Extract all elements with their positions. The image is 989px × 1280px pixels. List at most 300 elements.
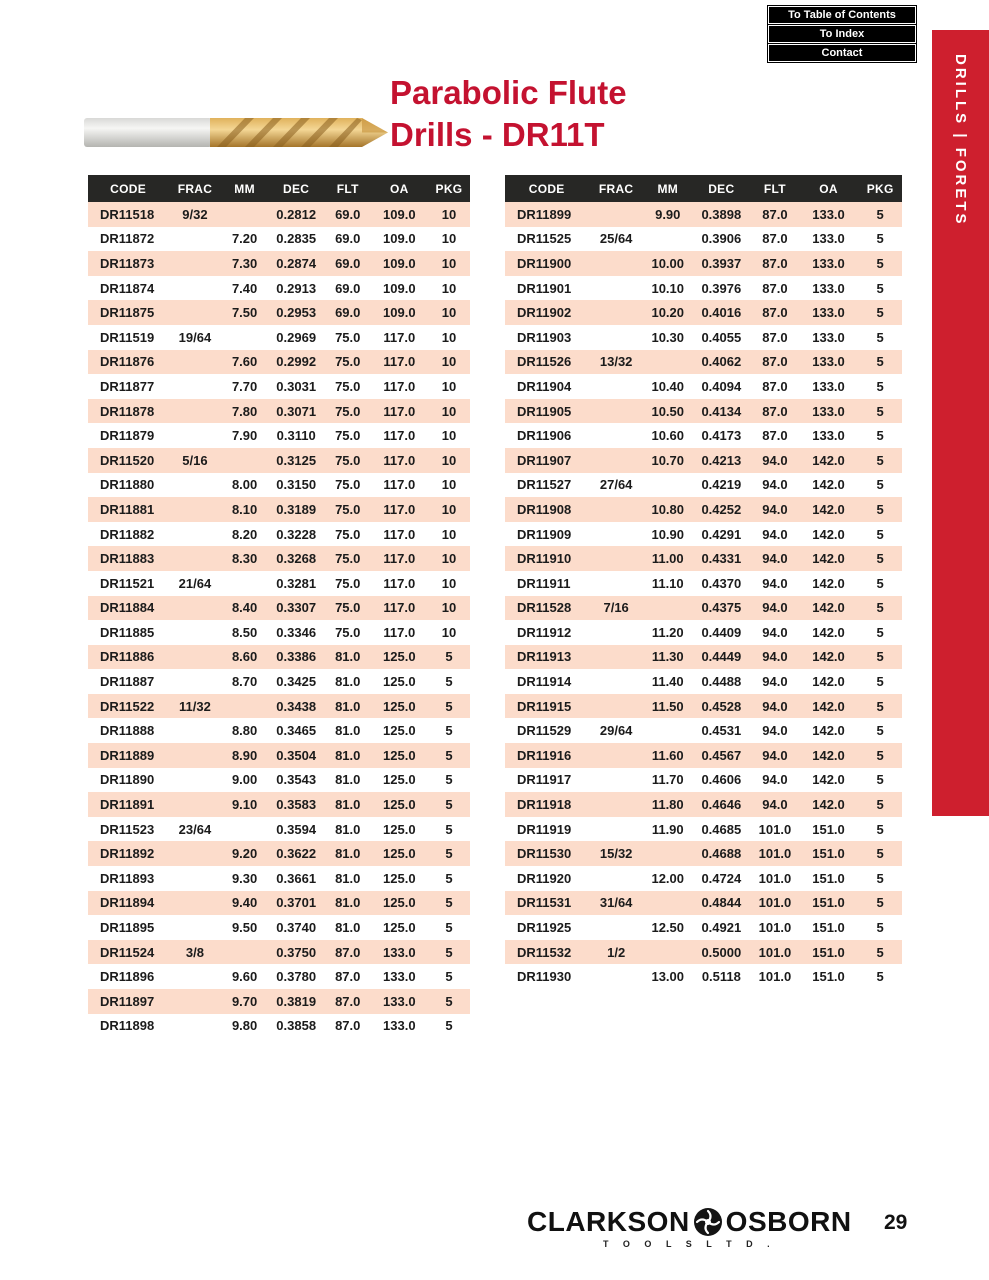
table-cell: 0.4062: [701, 354, 742, 370]
table-cell: 13/32: [599, 354, 633, 370]
side-tab-drills-forets: [932, 30, 989, 816]
table-cell: 5: [876, 526, 884, 542]
column-header: MM: [644, 175, 692, 202]
table-cell: 133.0: [812, 305, 845, 321]
table-cell: 0.2969: [276, 329, 317, 345]
table-cell: 117.0: [383, 354, 416, 370]
table-cell: [588, 620, 644, 645]
table-cell: 5: [876, 797, 884, 813]
table-cell: 87.0: [335, 1018, 361, 1034]
table-cell: [588, 743, 644, 768]
table-cell: DR11875: [100, 305, 155, 321]
table-cell: DR11872: [100, 231, 155, 247]
table-cell: 101.0: [758, 969, 792, 985]
table-row: [505, 497, 902, 522]
table-cell: DR11903: [517, 329, 572, 345]
table-cell: 5: [445, 920, 453, 936]
page-title-line2: Drills - DR11T: [390, 116, 605, 153]
table-cell: 151.0: [812, 895, 845, 911]
table-cell: 94.0: [762, 772, 788, 788]
brand-osborn: OSBORN: [725, 1206, 852, 1237]
table-cell: 0.4213: [701, 452, 742, 468]
table-cell: 10.70: [651, 452, 685, 468]
table-cell: 5: [876, 378, 884, 394]
table-cell: 5: [876, 821, 884, 837]
table-cell: 5: [445, 846, 453, 862]
table-cell: 10.90: [651, 526, 685, 542]
table-cell: [168, 743, 221, 768]
table-cell: [588, 645, 644, 670]
table-cell: 142.0: [812, 772, 845, 788]
table-cell: 133.0: [383, 993, 416, 1009]
table-cell: DR11892: [100, 846, 155, 862]
table-cell: 5: [445, 944, 453, 960]
table-cell: 25/64: [599, 231, 633, 247]
table-cell: 0.4370: [701, 575, 742, 591]
table-cell: 75.0: [335, 526, 361, 542]
table-row: [505, 645, 902, 670]
table-cell: 87.0: [762, 403, 788, 419]
table-cell: 142.0: [812, 600, 845, 616]
table-cell: 94.0: [762, 797, 788, 813]
table-cell: 0.4409: [701, 624, 742, 640]
nav-button-table-of-contents[interactable]: To Table of Contents: [768, 6, 916, 24]
table-cell: 94.0: [762, 747, 788, 763]
table-row: [88, 300, 470, 325]
table-cell: 109.0: [383, 280, 416, 296]
table-cell: 8.80: [231, 723, 258, 739]
table-cell: DR11916: [517, 747, 572, 763]
table-cell: 0.3937: [701, 255, 742, 271]
brand-tools-ltd: T O O L S L T D .: [602, 1239, 776, 1249]
table-cell: 5/16: [182, 452, 208, 468]
table-cell: 7.70: [231, 378, 258, 394]
table-cell: [644, 841, 692, 866]
table-cell: 133.0: [383, 969, 416, 985]
table-row: [88, 1014, 470, 1039]
table-row: [88, 448, 470, 473]
table-cell: 125.0: [383, 772, 416, 788]
table-cell: [168, 792, 221, 817]
table-cell: 142.0: [812, 747, 845, 763]
table-cell: 12.50: [651, 920, 685, 936]
table-row: [505, 596, 902, 621]
table-cell: 94.0: [762, 698, 788, 714]
table-cell: 125.0: [383, 821, 416, 837]
table-row: [88, 964, 470, 989]
table-cell: [168, 251, 221, 276]
table-cell: [168, 374, 221, 399]
table-cell: 94.0: [762, 674, 788, 690]
table-cell: 0.4685: [701, 821, 742, 837]
table-cell: 9.20: [231, 846, 258, 862]
table-cell: 5: [445, 1018, 453, 1034]
table-cell: 69.0: [335, 206, 361, 222]
table-cell: 75.0: [335, 575, 361, 591]
table-cell: 10: [441, 452, 457, 468]
table-cell: 0.4688: [701, 846, 742, 862]
table-row: [88, 596, 470, 621]
table-cell: 5: [876, 895, 884, 911]
column-header: OA: [371, 175, 428, 202]
table-cell: 0.3110: [276, 428, 316, 444]
table-cell: 5: [445, 772, 453, 788]
table-cell: 10.00: [651, 255, 685, 271]
table-cell: 75.0: [335, 329, 361, 345]
table-cell: 0.3701: [276, 895, 317, 911]
table-cell: 81.0: [335, 649, 361, 665]
table-cell: DR11906: [517, 428, 572, 444]
table-cell: 81.0: [335, 772, 361, 788]
table-cell: [588, 251, 644, 276]
table-cell: 117.0: [383, 600, 416, 616]
table-cell: DR11523: [100, 821, 155, 837]
table-cell: DR11915: [517, 698, 572, 714]
table-cell: 87.0: [762, 255, 788, 271]
table-cell: DR11522: [100, 698, 155, 714]
table-cell: 81.0: [335, 747, 361, 763]
table-cell: 10: [441, 354, 457, 370]
table-row: [88, 227, 470, 252]
table-cell: DR11913: [517, 649, 572, 665]
table-cell: 117.0: [383, 501, 416, 517]
table-cell: DR11521: [100, 575, 155, 591]
table-cell: 101.0: [758, 846, 792, 862]
table-cell: DR11528: [517, 600, 572, 616]
table-cell: 133.0: [812, 354, 845, 370]
table-row: [505, 768, 902, 793]
table-cell: DR11904: [517, 378, 572, 394]
table-cell: 5: [876, 969, 884, 985]
table-cell: 0.3189: [276, 501, 317, 517]
table-cell: 0.4528: [701, 698, 742, 714]
table-cell: 94.0: [762, 501, 788, 517]
table-row: [88, 473, 470, 498]
table-cell: 0.3425: [276, 674, 317, 690]
table-cell: 117.0: [383, 403, 416, 419]
table-cell: 5: [876, 231, 884, 247]
table-cell: [168, 350, 221, 375]
table-cell: [168, 964, 221, 989]
table-row: [505, 227, 902, 252]
table-row: [505, 866, 902, 891]
table-cell: 133.0: [812, 280, 845, 296]
table-cell: [168, 227, 221, 252]
table-cell: 117.0: [383, 551, 416, 567]
table-cell: [168, 645, 221, 670]
table-cell: [588, 300, 644, 325]
table-cell: 81.0: [335, 797, 361, 813]
table-cell: [588, 915, 644, 940]
table-cell: DR11893: [100, 870, 155, 886]
table-cell: [168, 866, 221, 891]
table-cell: 7.20: [231, 231, 258, 247]
table-cell: 101.0: [758, 944, 792, 960]
table-cell: DR11878: [100, 403, 155, 419]
table-cell: [168, 546, 221, 571]
table-cell: [168, 596, 221, 621]
table-cell: [588, 448, 644, 473]
table-cell: 0.3906: [701, 231, 742, 247]
table-cell: DR11902: [517, 305, 572, 321]
table-cell: 69.0: [335, 255, 361, 271]
table-cell: [222, 817, 268, 842]
table-cell: 142.0: [812, 452, 845, 468]
table-cell: 5: [876, 624, 884, 640]
table-cell: 81.0: [335, 821, 361, 837]
table-cell: 94.0: [762, 649, 788, 665]
table-cell: DR11925: [517, 920, 572, 936]
drill-table-right: [505, 175, 902, 989]
table-header-row: [88, 175, 470, 202]
table-cell: 12.00: [651, 870, 685, 886]
table-cell: 8.30: [231, 551, 258, 567]
table-cell: [644, 596, 692, 621]
table-cell: [588, 202, 644, 227]
table-cell: 8.60: [231, 649, 258, 665]
table-row: [505, 202, 902, 227]
table-cell: [588, 497, 644, 522]
table-cell: DR11885: [100, 624, 155, 640]
table-cell: 0.3858: [276, 1018, 317, 1034]
table-cell: DR11531: [517, 895, 572, 911]
table-cell: 5: [876, 575, 884, 591]
table-cell: 0.4173: [701, 428, 742, 444]
table-cell: 8.50: [231, 624, 258, 640]
table-cell: 142.0: [812, 501, 845, 517]
table-cell: 5: [876, 280, 884, 296]
table-cell: 125.0: [383, 846, 416, 862]
table-cell: 0.3594: [276, 821, 317, 837]
table-cell: 125.0: [383, 870, 416, 886]
brand-clarkson: CLARKSON: [527, 1206, 690, 1237]
table-row: [505, 841, 902, 866]
table-cell: 8.90: [231, 747, 258, 763]
table-cell: 75.0: [335, 624, 361, 640]
table-cell: 5: [876, 551, 884, 567]
table-cell: 0.2992: [276, 354, 317, 370]
table-cell: 125.0: [383, 674, 416, 690]
table-cell: 94.0: [762, 551, 788, 567]
table-cell: 109.0: [383, 255, 416, 271]
table-row: [505, 374, 902, 399]
table-row: [88, 202, 470, 227]
table-cell: DR11887: [100, 674, 155, 690]
table-cell: 125.0: [383, 747, 416, 763]
table-cell: [588, 546, 644, 571]
table-cell: 0.3228: [276, 526, 317, 542]
table-cell: 5: [876, 501, 884, 517]
table-cell: 151.0: [812, 944, 845, 960]
table-cell: 10.60: [651, 428, 685, 444]
table-cell: [168, 768, 221, 793]
table-cell: 9.80: [231, 1018, 258, 1034]
table-cell: 9.00: [231, 772, 258, 788]
table-cell: 87.0: [762, 428, 788, 444]
table-row: [505, 473, 902, 498]
table-cell: DR11896: [100, 969, 155, 985]
table-cell: DR11907: [517, 452, 572, 468]
table-cell: 0.4055: [701, 329, 742, 345]
table-cell: DR11890: [100, 772, 155, 788]
table-cell: 117.0: [383, 428, 416, 444]
table-cell: 7.40: [231, 280, 258, 296]
table-cell: 5: [876, 846, 884, 862]
table-row: [88, 768, 470, 793]
column-header: FRAC: [588, 175, 644, 202]
table-cell: 69.0: [335, 280, 361, 296]
table-row: [88, 866, 470, 891]
table-cell: 133.0: [383, 944, 416, 960]
table-cell: DR11911: [517, 575, 571, 591]
drill-table-left: [88, 175, 470, 1038]
table-cell: 133.0: [812, 378, 845, 394]
table-cell: 0.4531: [701, 723, 742, 739]
table-cell: DR11532: [517, 944, 572, 960]
table-cell: DR11527: [517, 477, 572, 493]
table-cell: [222, 202, 268, 227]
table-cell: 8.20: [231, 526, 258, 542]
gear-logo-icon: [693, 1207, 723, 1237]
column-header: FRAC: [168, 175, 221, 202]
table-row: [88, 620, 470, 645]
table-cell: 0.4291: [701, 526, 742, 542]
table-cell: 0.3976: [701, 280, 742, 296]
table-row: [88, 792, 470, 817]
table-cell: 142.0: [812, 674, 845, 690]
table-cell: 5: [445, 870, 453, 886]
table-cell: 5: [445, 993, 453, 1009]
table-cell: DR11894: [100, 895, 155, 911]
table-cell: 9/32: [182, 206, 208, 222]
table-cell: [168, 423, 221, 448]
table-cell: 81.0: [335, 870, 361, 886]
table-cell: 117.0: [383, 452, 416, 468]
table-cell: 75.0: [335, 600, 361, 616]
table-cell: 29/64: [599, 723, 633, 739]
table-cell: [588, 276, 644, 301]
column-header: FLT: [751, 175, 799, 202]
table-cell: 125.0: [383, 920, 416, 936]
table-cell: 142.0: [812, 649, 845, 665]
table-cell: 5: [445, 674, 453, 690]
table-cell: DR11518: [100, 206, 155, 222]
nav-button-index[interactable]: To Index: [768, 25, 916, 43]
table-cell: 0.3150: [276, 477, 317, 493]
table-cell: 151.0: [812, 870, 845, 886]
table-row: [88, 743, 470, 768]
table-row: [88, 497, 470, 522]
table-cell: 94.0: [762, 624, 788, 640]
table-cell: 10.80: [651, 501, 685, 517]
table-cell: 11.40: [651, 674, 684, 690]
table-cell: [168, 989, 221, 1014]
table-cell: 5: [445, 969, 453, 985]
table-cell: 3/8: [185, 944, 204, 960]
table-cell: 5: [876, 649, 884, 665]
table-cell: 117.0: [383, 329, 416, 345]
table-row: [505, 399, 902, 424]
column-header: DEC: [692, 175, 752, 202]
table-row: [505, 891, 902, 916]
table-cell: DR11883: [100, 551, 155, 567]
table-cell: 8.40: [231, 600, 258, 616]
table-cell: 5: [876, 354, 884, 370]
table-cell: 101.0: [758, 870, 792, 886]
table-row: [88, 817, 470, 842]
table-cell: 0.3307: [276, 600, 317, 616]
table-cell: 81.0: [335, 698, 361, 714]
table-row: [88, 571, 470, 596]
page-title: [390, 72, 627, 156]
table-row: [505, 300, 902, 325]
table-cell: DR11917: [517, 772, 572, 788]
table-row: [505, 694, 902, 719]
table-cell: 75.0: [335, 501, 361, 517]
table-cell: DR11877: [100, 378, 155, 394]
table-cell: 5: [876, 870, 884, 886]
table-cell: DR11914: [517, 674, 572, 690]
table-cell: 142.0: [812, 575, 845, 591]
table-cell: 10: [441, 305, 457, 321]
table-cell: 0.2913: [276, 280, 317, 296]
table-cell: 117.0: [383, 526, 416, 542]
table-cell: 10: [441, 624, 457, 640]
table-cell: 19/64: [178, 329, 212, 345]
table-cell: [168, 620, 221, 645]
table-cell: 1/2: [607, 944, 626, 960]
table-row: [505, 669, 902, 694]
table-cell: 87.0: [762, 305, 788, 321]
table-cell: 117.0: [383, 624, 416, 640]
table-cell: 8.00: [231, 477, 258, 493]
nav-button-contact[interactable]: Contact: [768, 44, 916, 62]
table-cell: 5: [876, 255, 884, 271]
table-cell: 5: [445, 698, 453, 714]
table-cell: 7.90: [231, 428, 258, 444]
table-cell: 0.3281: [276, 575, 317, 591]
table-cell: [644, 227, 692, 252]
table-cell: 0.3750: [276, 944, 317, 960]
table-cell: DR11899: [517, 206, 572, 222]
table-cell: 10.40: [651, 378, 685, 394]
table-cell: 9.50: [231, 920, 258, 936]
table-cell: [588, 866, 644, 891]
table-cell: [588, 374, 644, 399]
side-tab-label: DRILLS | FORETS: [952, 54, 969, 227]
table-cell: 10: [441, 329, 457, 345]
table-cell: 133.0: [812, 329, 845, 345]
table-cell: 10.50: [651, 403, 685, 419]
table-cell: 151.0: [812, 821, 845, 837]
table-row: [88, 669, 470, 694]
table-cell: 151.0: [812, 969, 845, 985]
table-cell: 0.4724: [701, 870, 742, 886]
table-cell: DR11526: [517, 354, 572, 370]
table-cell: DR11891: [100, 797, 155, 813]
table-cell: 87.0: [335, 944, 361, 960]
table-cell: 142.0: [812, 698, 845, 714]
table-cell: 10: [441, 403, 457, 419]
table-cell: 75.0: [335, 428, 361, 444]
table-row: [505, 423, 902, 448]
column-header: PKG: [858, 175, 902, 202]
table-cell: DR11900: [517, 255, 572, 271]
table-cell: DR11920: [517, 870, 572, 886]
table-cell: 117.0: [383, 575, 416, 591]
table-cell: 109.0: [383, 305, 416, 321]
table-cell: [168, 473, 221, 498]
